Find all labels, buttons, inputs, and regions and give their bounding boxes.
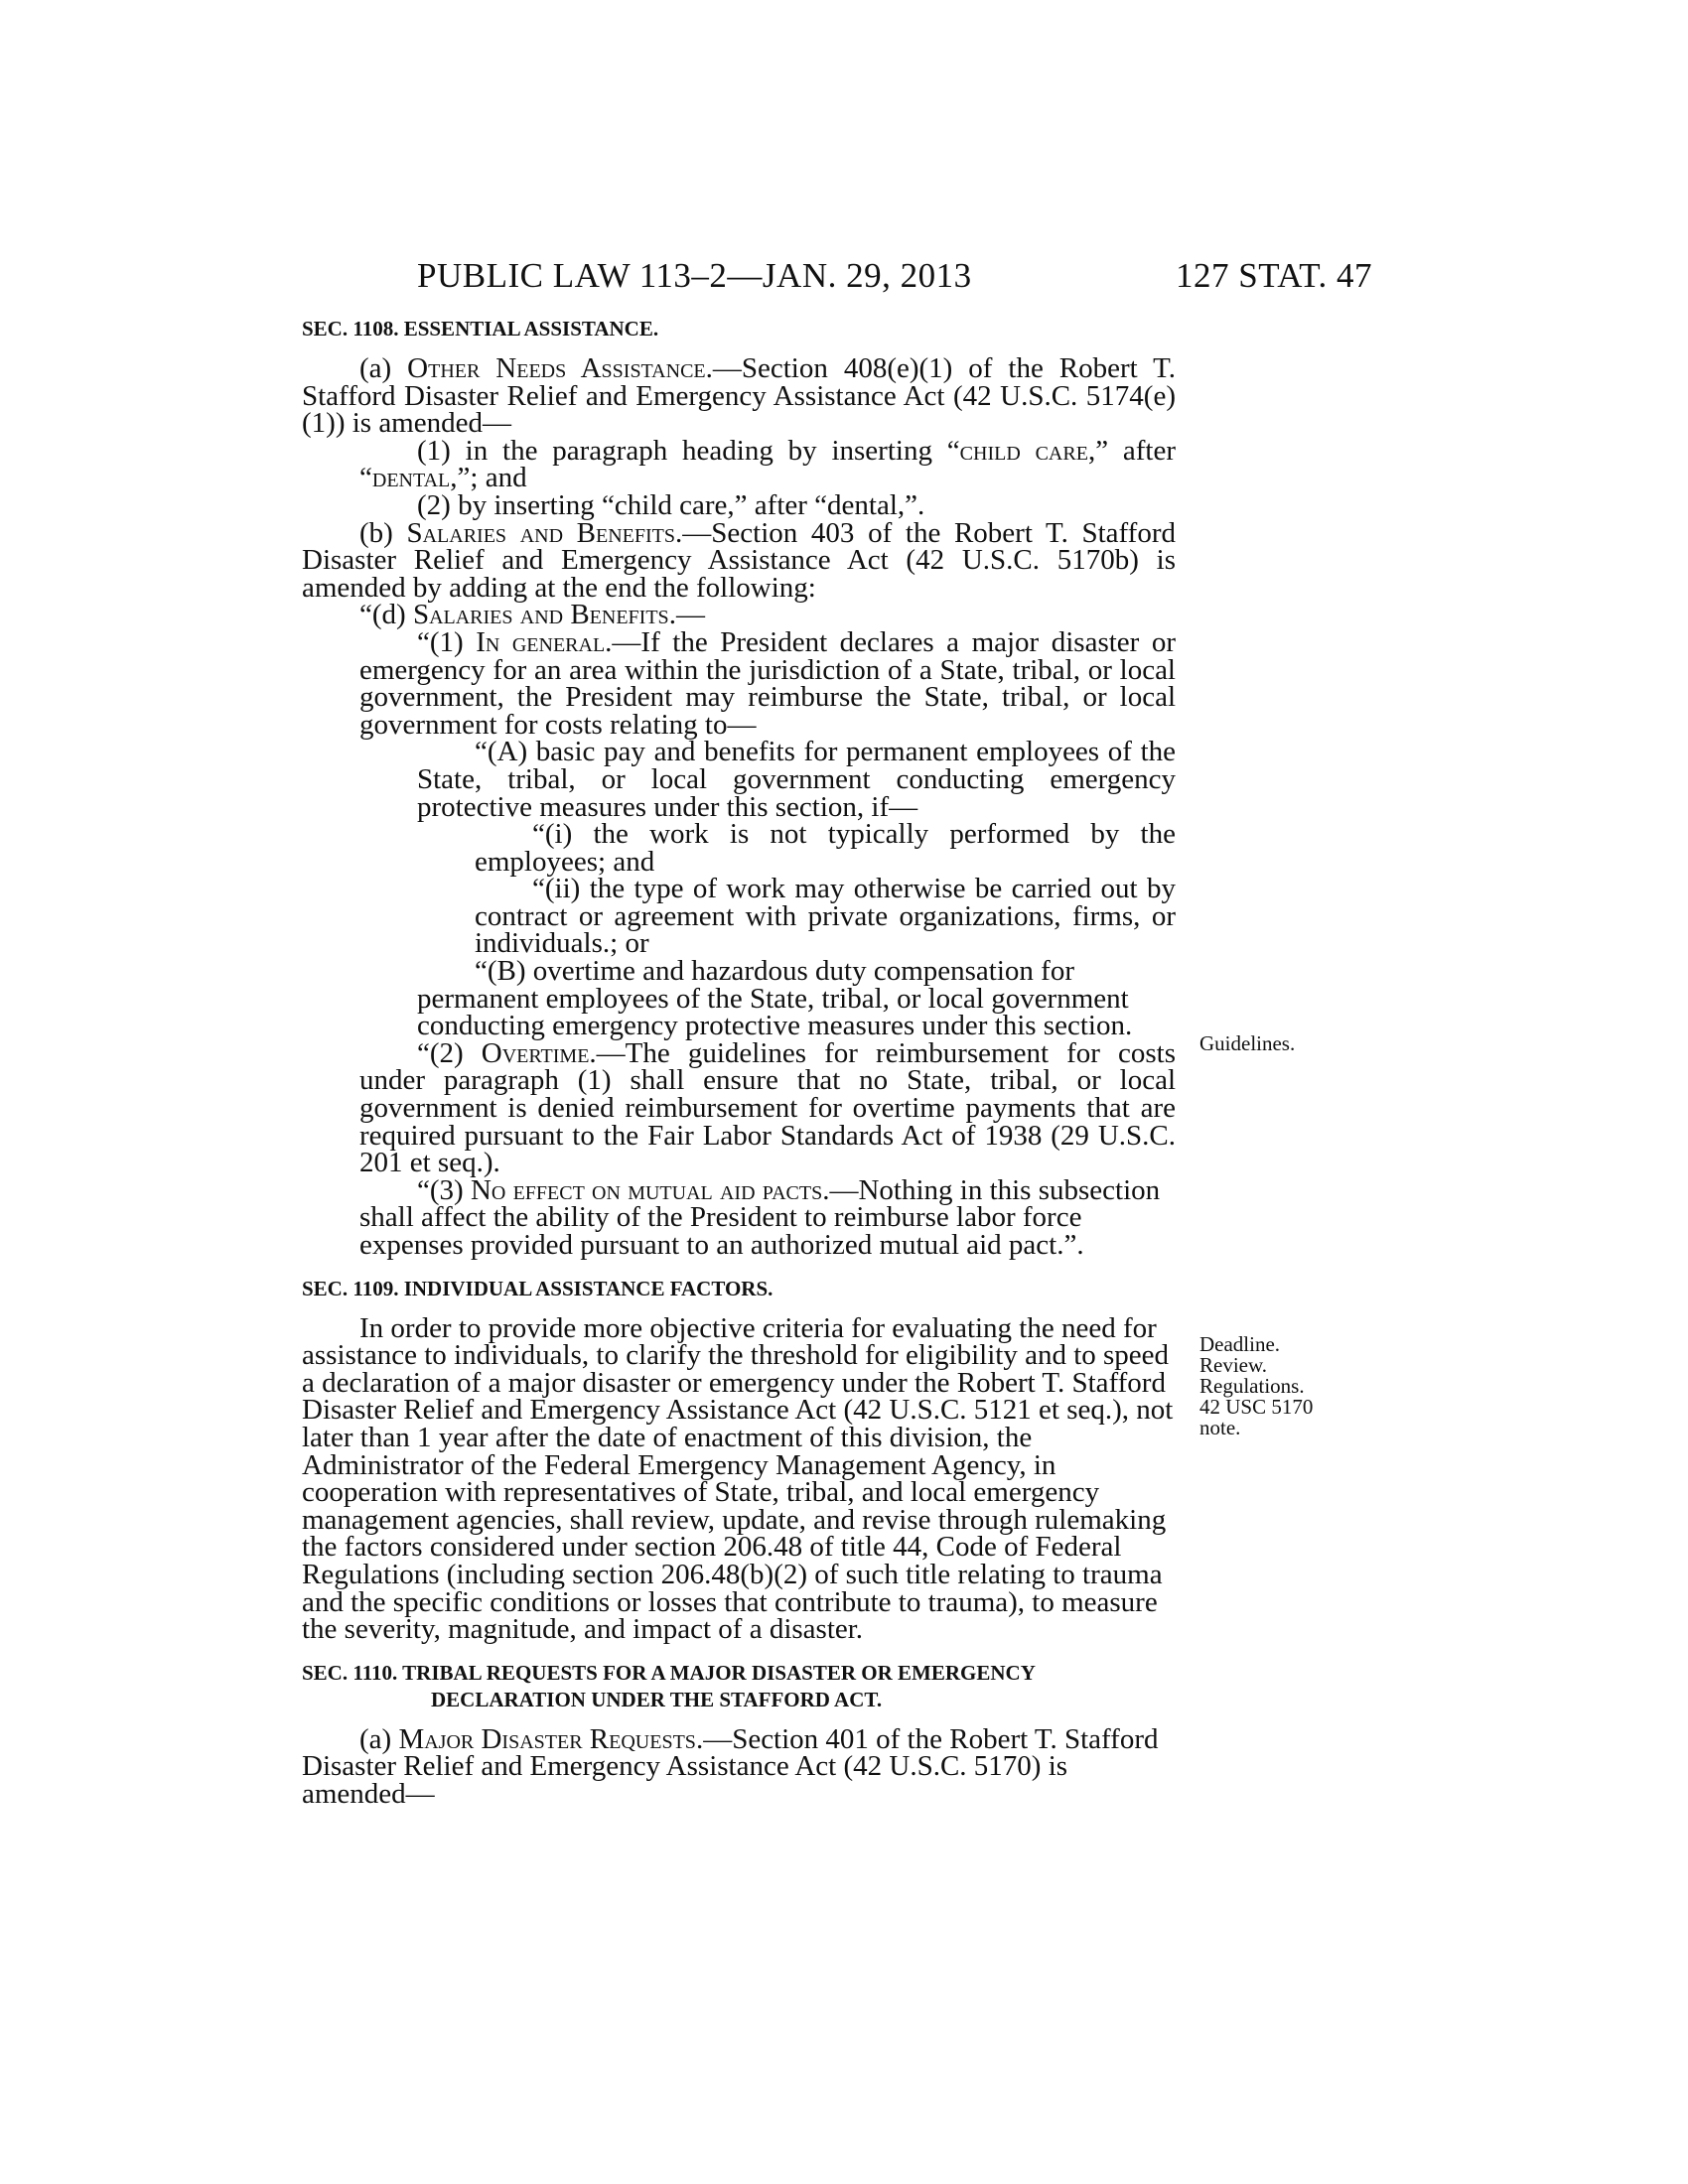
paragraph-1108-a-1: (1) in the paragraph heading by inserting “child care,” after “dental,”; and — [359, 434, 1176, 494]
margin-note-note: note. — [1199, 1416, 1241, 1439]
subparagraph-d-1-A: “(A) basic pay and benefits for permanent employees of the State, tribal, or local government conducting emergency protective measures under this section, if— — [417, 736, 1176, 823]
subsection-1110-a: (a) Major Disaster Requests.—Section 401 of the Robert T. Stafford Disaster Relief and Emergency Assistance Act (42 U.S.C. 5170) is amended— — [302, 1722, 1159, 1810]
margin-note-group-1109 — [1199, 1334, 1313, 1438]
caption-salaries-benefits: Salaries and Benefits — [406, 516, 676, 549]
caption-major-disaster-requests: Major Disaster Requests — [398, 1722, 696, 1755]
section-heading-1108: SEC. 1108. ESSENTIAL ASSISTANCE. — [302, 317, 659, 341]
caption-other-needs: Other Needs Assistance — [407, 352, 706, 384]
margin-note-usc: 42 USC 5170 — [1199, 1395, 1314, 1419]
section-heading-1109: SEC. 1109. INDIVIDUAL ASSISTANCE FACTORS. — [302, 1276, 774, 1300]
clause-d-1-A-i: “(i) the work is not typically performed by the employees; and — [475, 818, 1176, 878]
paragraph-d-2: “(2) Overtime.—The guidelines for reimbursement for costs under paragraph (1) shall ensure that no State, tribal, or local government is denied reimbursement for overtime payments that are required pursuant to the Fair Labor Standards Act of 1938 (29 U.S.C. 201 et seq.). — [359, 1036, 1177, 1179]
stat-page-number: 127 STAT. 47 — [1176, 256, 1372, 295]
section-heading-1110: SEC. 1110. TRIBAL REQUESTS FOR A MAJOR DISASTER OR EMERGENCY DECLARATION UNDER THE STAFFORD ACT. — [302, 1660, 1036, 1711]
running-head-title: PUBLIC LAW 113–2—JAN. 29, 2013 — [417, 256, 972, 295]
paragraph-1108-a-2: (2) by inserting “child care,” after “dental,”. — [417, 488, 925, 521]
margin-note-review: Review. — [1199, 1353, 1268, 1377]
paragraph-d-3: “(3) No effect on mutual aid pacts.—Nothing in this subsection shall affect the ability of the President to reimburse labor force expenses provided pursuant to an authorized mutual aid pact.”. — [359, 1173, 1161, 1261]
margin-note-guidelines: Guidelines. — [1199, 1031, 1296, 1055]
subsection-d-heading: “(d) Salaries and Benefits.— — [359, 599, 705, 631]
main-text-column — [302, 316, 1176, 1809]
margin-note-regulations: Regulations. — [1199, 1374, 1305, 1398]
subparagraph-d-1-B: “(B) overtime and hazardous duty compensation for permanent employees of the State, tribal, or local government conducting emergency protective measures under this section. — [417, 955, 1133, 1042]
subsection-1108-b: (b) Salaries and Benefits.—Section 403 of the Robert T. Stafford Disaster Relief and Emergency Assistance Act (42 U.S.C. 5170b) is amended by adding at the end the following: — [302, 516, 1176, 604]
margin-note-deadline: Deadline. — [1199, 1332, 1281, 1356]
page-header — [298, 256, 1372, 296]
paragraph-d-1: “(1) In general.—If the President declares a major disaster or emergency for an area within the jurisdiction of a State, tribal, or local government, the President may reimburse the State, tribal, or local government for costs relating to— — [359, 625, 1177, 741]
subsection-1108-a: (a) Other Needs Assistance.—Section 408(e)(1) of the Robert T. Stafford Disaster Relief and Emergency Assistance Act (42 U.S.C. 5174(e)(1)) is amended— — [302, 352, 1176, 440]
section-1109-text: In order to provide more objective criteria for evaluating the need for assistance to individuals, to clarify the threshold for eligibility and to speed a declaration of a major disaster or emergency under the Robert T. Stafford Disaster Relief and Emergency Assistance Act (42 U.S.C. 5121 et seq.), not later than 1 year after the date of enactment of this division, the Administrator of the Federal Emergency Management Agency, in cooperation with representatives of State, tribal, and local emergency management agencies, shall review, update, and revise through rulemaking the factors considered under section 206.48 of title 44, Code of Federal Regulations (including section 206.48(b)(2) of such title relating to trauma and the specific conditions or losses that contribute to trauma), to measure the severity, magnitude, and impact of a disaster. — [302, 1311, 1174, 1646]
clause-d-1-A-ii: “(ii) the type of work may otherwise be carried out by contract or agreement with private organizations, firms, or individuals.; or — [475, 873, 1176, 960]
